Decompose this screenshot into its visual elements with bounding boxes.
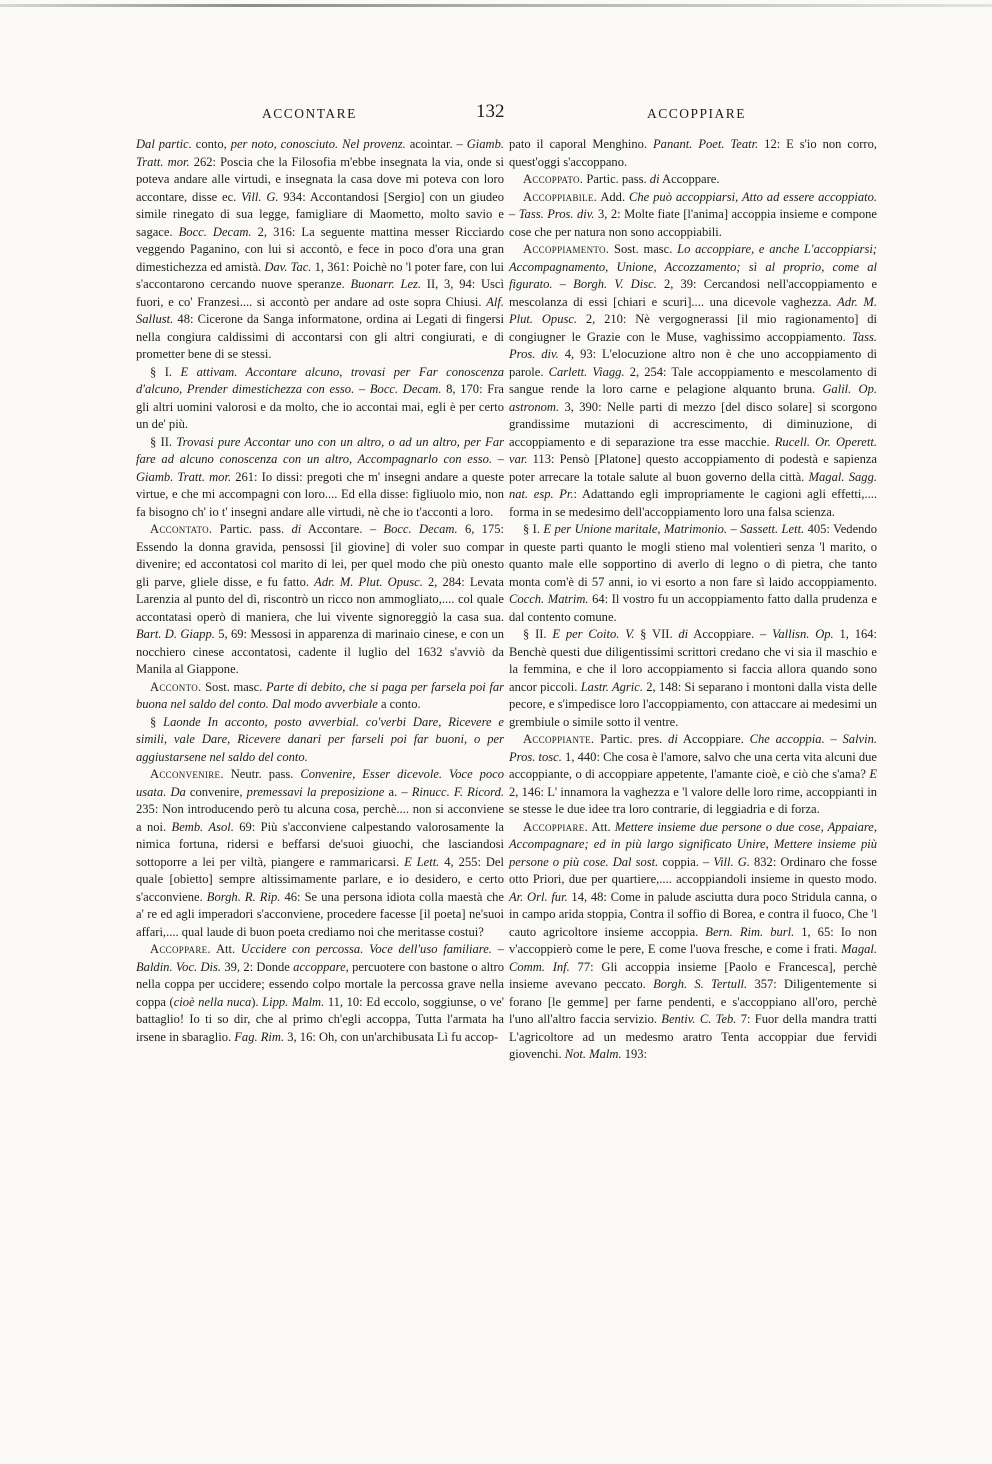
italic-text: Rinucc. F. Ricord. — [411, 784, 504, 799]
text-run: acointar. – — [405, 137, 467, 151]
text-run: Att. — [210, 942, 241, 956]
text-run: Att. — [588, 819, 615, 834]
text-run: 8, 170: Fra gli altri uomini valorosi e da molto, che io accontai mai, egli è per certo un de' più. — [136, 382, 504, 431]
italic-text: Uccidere con percossa. Voce dell'uso familiare. — [240, 942, 492, 956]
italic-text: Adr. M. Plut. Opusc. — [314, 574, 423, 589]
text-run: 2, 210: Nè vergognerassi [il mio ragionamento] di congiugner le Grazie con le Muse, vaghissimo accoppiamento. — [509, 312, 877, 344]
text-run: 1, 65: Io non v'accoppierò come le pere, E come l'uova fresche, e come i frati. — [509, 924, 877, 956]
italic-text: Rucell. Or. Operett. var. — [509, 434, 877, 466]
italic-text: Che accoppia. — [749, 732, 825, 746]
entry-paragraph — [136, 679, 504, 714]
italic-text: Bemb. Asol. — [171, 819, 234, 834]
italic-text: di — [678, 627, 689, 641]
entry-headword: Accontato. — [150, 522, 213, 536]
italic-text: Borgh. S. Tertull. — [653, 977, 748, 991]
text-run: § I. — [150, 364, 181, 379]
text-run: 357: Diligentemente si forano [le gemme] per farne pendenti, e s'accoppiano all'oro, perchè l'uno all'altro faccia servizio. — [509, 977, 877, 1026]
italic-text: Vill. G. — [713, 854, 750, 869]
text-run: 262: Poscia che la Filosofia m'ebbe insegnata la via, onde si poteva andare alle virtudi, e insegnata la casa dove mi poteva con loro accontare, disse ec. — [136, 154, 505, 204]
text-run: 4, 255: Del quale [obietto] sempre altissimamente parlare, e io desidero, e certo s'acconviene. — [136, 854, 504, 904]
italic-text: E Lett. — [404, 854, 440, 869]
italic-text: Vallisn. Op. — [772, 627, 834, 641]
entry-headword: Accoppare. — [150, 942, 211, 956]
text-run: 3, 16: Oh, con un'archibusata Lì fu accop- — [284, 1029, 499, 1044]
running-head — [120, 101, 900, 126]
italic-text: di — [291, 522, 302, 536]
entry-paragraph — [509, 189, 877, 242]
text-run: ). — [251, 994, 263, 1009]
italic-text: Giamb. Tratt. mor. — [136, 137, 504, 169]
entry-headword: Accoppato. — [523, 172, 584, 186]
text-run: 934: Accontandosi [Sergio] con un giudeo simile rinegato di sua legge, famigliare di Maometto, molto savio e sagace. — [136, 189, 504, 239]
text-run: 2, 284: Levata Larenzia al punto del dì, riscontrò un ricco non ammogliato,.... col quale accontatasi operò di maniera, che lui vivente signoreggiò la casa sua. — [136, 574, 504, 624]
text-run: 14, 48: Come in palude asciutta dura poco Stridula canna, o in campo arida stoppia, Contra il soffio di Borea, e contra il fuoco, Che 'l cauto agricoltore insieme accoppia. — [509, 889, 877, 939]
text-run: 3, 2: Molte fiate [l'anima] accoppia insieme e compone cose che per natura non sono accoppiabili. — [509, 207, 877, 239]
italic-text: Ar. Orl. fur. — [509, 889, 568, 904]
italic-text: Che può accoppiarsi, Atto ad essere accoppiato. — [629, 189, 877, 204]
italic-text: Mettere insieme due persone o due cose, Appaiare, Accompagnare; ed in più largo significato Unire, Mettere insieme più persone o più cose. Dal sost. — [509, 819, 877, 869]
italic-text: Magal. Sagg. nat. esp. Pr. — [509, 469, 877, 501]
text-run: Neutr. pass. — [223, 767, 301, 781]
text-run: Partic. pres. — [594, 732, 669, 746]
text-run: – — [491, 942, 504, 956]
text-run: 46: Se una persona idiota colla maestà che a' re ed agli imperadori s'acconviene, procedere facesse [il poeta] ne'suoi affari,.... qual laude di buon poeta crediamo noi che meritasse costui? — [136, 889, 504, 939]
text-run: § — [150, 714, 164, 729]
text-run: : Adattando egli impropriamente le cagioni agli effetti,.... forma in se medesimo dell'accoppiamento loro una falsa scienza. — [509, 487, 877, 519]
text-run: § II. — [523, 627, 553, 641]
text-run: – — [727, 522, 741, 536]
entry-paragraph — [136, 434, 504, 522]
text-run: § VII. — [634, 627, 679, 641]
text-run: II, 3, 94: Uscì fuori, e co' Franzesi.... si accontò per andare ad oste sopra Chiusi. — [136, 277, 504, 309]
entry-paragraph — [509, 731, 877, 819]
text-run: Add. — [597, 189, 630, 204]
text-run: 12: E s'io non corro, quest'oggi s'accoppano. — [509, 137, 877, 169]
text-run: 64: Il vostro fu un accoppiamento fatto dalla prudenza e dal contento comune. — [509, 592, 878, 624]
right-column — [509, 136, 877, 1064]
italic-text: Borgh. R. Rip. — [206, 889, 281, 904]
italic-text: Tass. Pros. div. — [509, 329, 877, 361]
entry-paragraph — [136, 364, 504, 434]
italic-text: di — [649, 172, 660, 186]
text-run: 2, 254: Tale accoppiamento e mescolamento di sangue rende la loro carne e pelagione alquanto bruna. — [509, 364, 877, 396]
italic-text: Magal. Comm. Inf. — [509, 942, 877, 974]
text-run: – — [509, 207, 519, 221]
italic-text: E — [869, 767, 877, 781]
text-run: 77: Gli accoppia insieme [Paolo e Francesca], perchè insieme avevano peccato. — [509, 959, 877, 991]
text-run: 405: Vedendo in queste parti quanto le mogli stieno mal volentieri senza 'l marito, o quanto male elle sopportino di averlo di legno o di pietra, che tanto monta com'è di 57 anni, io vi esorto a non fare sì laido accoppiamento. — [509, 522, 877, 589]
text-run: 7: Fuor della mandra tratti L'agricoltore ad un medesmo aratro Tenta accoppiar due fervidi giovenchi. — [509, 1012, 878, 1061]
italic-text: Galil. Op. astronom. — [509, 382, 877, 414]
italic-text: cioè nella nuca — [173, 994, 252, 1009]
italic-text: Convenire, Esser dicevole. Voce poco usata. Da — [136, 767, 504, 799]
italic-text: Sassett. Lett. — [740, 522, 805, 536]
text-run: 113: Pensò [Platone] questo accoppiamento di podestà e sapienza poter arrecare la totale salute al buon governo della città. — [509, 452, 877, 484]
italic-text: Trovasi pure Accontar uno con un altro, o ad un altro, per Far fare ad alcuno conoscenza con un altro, Accompagnarlo con esso. — [136, 434, 504, 466]
italic-text: Not. Malm. — [564, 1047, 622, 1061]
text-run: Partic. pass. — [583, 172, 650, 186]
text-run: § I. — [523, 522, 544, 536]
text-run: a. – — [384, 784, 412, 799]
entry-paragraph — [509, 819, 877, 1064]
italic-text: Bocc. Decam. — [383, 522, 458, 536]
left-column — [136, 136, 504, 1046]
text-run: Partic. pass. — [212, 522, 292, 536]
italic-text: Carlett. Viagg. — [548, 364, 625, 379]
italic-text: Bocc. Decam. — [178, 224, 252, 239]
text-run: Sost. masc. — [201, 679, 267, 694]
scan-top-edge — [0, 4, 992, 7]
text-run: 193: — [621, 1047, 648, 1061]
italic-text: Panant. Poet. Teatr. — [653, 137, 759, 151]
italic-text: Fag. Rim. — [234, 1029, 285, 1044]
italic-text: di — [668, 732, 678, 746]
italic-text: Cocch. Matrim. — [509, 592, 589, 606]
italic-text: Bocc. Decam. — [369, 382, 442, 396]
entry-paragraph — [509, 241, 877, 521]
italic-text: Bart. D. Giapp. — [136, 627, 215, 641]
italic-text: Alf. Sallust. — [136, 294, 504, 326]
text-run: 2, 316: La seguente mattina messer Ricciardo veggendo Paganino, con lui si accontò, e fece in poco d'ora una gran dimestichezza ed amistà. — [136, 224, 504, 274]
italic-text: per noto, conosciuto. Nel provenz. — [230, 137, 406, 151]
entry-paragraph — [136, 521, 504, 679]
text-run: 69: Più s'acconviene calpestando valorosamente la nimica fortuna, ridersi e beffarsi de'suoi giuochi, che lasciandosi sottoporre a lei per viltà, piangere e rammaricarsi. — [136, 819, 504, 869]
text-run: – — [354, 382, 370, 396]
italic-text: Lo accoppiare, e anche L'accoppiarsi; Accompagnamento, Unione, Accozzamento; sì al proprio, come al figurato. — [509, 242, 877, 291]
text-run: Accoppare. — [659, 172, 720, 186]
text-run: convenire, — [185, 784, 247, 799]
italic-text: Lastr. Agric. — [580, 679, 643, 694]
italic-text: Dav. Tac. — [264, 259, 312, 274]
italic-text: Borgh. V. Disc. — [573, 277, 657, 291]
text-run: 832: Ordinaro che fosse otto Priori, due per quartiere,.... accoppiandoli insieme in questo modo. — [509, 854, 877, 886]
entry-paragraph — [136, 714, 504, 767]
italic-text: Buonarr. Lez. — [350, 277, 422, 291]
italic-text: Parte di debito, che si paga per farsela poi far buona nel saldo del conto. Dal modo avverbiale — [136, 679, 504, 711]
entry-paragraph — [136, 136, 504, 364]
text-run: 48: Cicerone da Sanga informatone, ordina ai Legati di fingersi nella congiura caldissimi di accontarsi con gli altri congiurati, e di prometter bene di se stessi. — [136, 312, 504, 361]
text-run: 1, 440: Che cosa è l'amore, salvo che una certa vita alcuni due accoppiante, o di accoppiare appetente, l'amante cioè, e ciò che s'ama? — [509, 749, 877, 781]
italic-text: Baldin. Voc. Dis. — [136, 959, 222, 974]
italic-text: Adr. M. Plut. Opusc. — [509, 294, 878, 326]
text-run: Sost. masc. — [609, 242, 678, 256]
italic-text: E per Unione maritale, Matrimonio. — [543, 522, 728, 536]
text-run: Accontare. – — [301, 522, 384, 536]
text-run: 2, 146: L' innamora la vaghezza e 'l valore delle loro rime, accoppianti in se stesse le due idee tra loro contrarie, di leggiadria e di forza. — [509, 784, 877, 816]
text-run: coppia. – — [658, 854, 714, 869]
text-run: Accoppiare. – — [688, 627, 773, 641]
italic-text: E attivam. Accontare alcuno, trovasi per Far conoscenza d'alcuno, Prender dimestichezza con esso. — [136, 364, 504, 396]
entry-paragraph — [136, 766, 504, 941]
italic-text: Tass. Pros. div. — [518, 207, 595, 221]
italic-text: Giamb. Tratt. mor. — [136, 469, 232, 484]
italic-text: Salvin. Pros. tosc. — [509, 732, 878, 764]
text-run: 3, 390: Nelle parti di mezzo [del disco solare] si scorgono grandissime mutazioni di accrescimento, di diminuzione, di accoppiamento e di separazione tra esse macchie. — [509, 399, 877, 449]
text-run: 5, 69: Messosi in apparenza di marinaio cinese, e con un nocchiero cinese accontatosi, cadente il luglio del 1632 s'avviò da Manila al Giappone. — [136, 627, 504, 676]
entry-headword: Accoppiante. — [523, 732, 595, 746]
italic-text: Laonde In acconto, posto avverbial. co'verbi Dare, Ricevere e simili, vale Dare, Ricevere danari per farseli poi far buoni, o per aggiustarsene nel saldo del conto. — [136, 714, 504, 764]
entry-headword: Acconto. — [150, 679, 202, 694]
italic-text: Bern. Rim. burl. — [705, 924, 795, 939]
text-run: 1, 164: Benchè questi due diligentissimi scrittori credano che vi sia il maschio e la femmina, e che il loro accoppiamento si faccia allora quando sono ancor piccoli. — [509, 627, 878, 694]
text-run: 261: Io dissi: pregoti che m' insegni andare a queste virtue, e che mi accompagni con loro.... Ed ella disse: figliuolo mio, non fa bisogno ch' io t' insegni andare alle virtudi, nè che io t'acconti a loro. — [136, 469, 505, 519]
entry-headword: Accoppiare. — [523, 819, 589, 834]
text-run: 6, 175: Essendo la donna gravida, pensossi [il giovine] di voler suo compar divenire; ed accontatosi col marito di lei, per quel modo che più onesto gli parve, gliele disse, e fu fatto. — [136, 522, 504, 589]
header-left-word: ACCONTARE — [262, 106, 357, 121]
italic-text: Dal partic. — [136, 137, 192, 151]
italic-text: Vill. G. — [241, 189, 279, 204]
entry-paragraph — [509, 171, 877, 189]
text-run: 1, 361: Poichè no 'l poter fare, con lui s'accontarono cercando nuove speranze. — [136, 259, 504, 291]
entry-paragraph — [136, 941, 504, 1046]
text-run: 11, 10: Ed eccolo, soggiunse, o ve' battaglio! Io ti so dir, che al primo ch'egli accoppa, Tutta l'armata ha irsene in sbaraglio. — [136, 994, 504, 1044]
entry-paragraph — [509, 626, 877, 731]
entry-headword: Accoppiabile. — [523, 189, 598, 204]
text-run: 39, 2: Donde — [221, 959, 294, 974]
text-run: – — [492, 452, 504, 466]
text-run: 2, 148: Si separano i montoni dalla vista delle pecore, e s'impedisce loro l'accoppiamento, con attaccare ai medesimi un grembiule o simile sotto il ventre. — [509, 679, 877, 729]
text-run: Accoppiare. — [677, 732, 750, 746]
italic-text: premessavi la preposizione — [246, 784, 385, 799]
entry-paragraph — [509, 521, 877, 626]
page-number: 132 — [476, 101, 505, 122]
italic-text: Lipp. Malm. — [262, 994, 325, 1009]
italic-text: accoppare — [293, 959, 346, 974]
text-run: 4, 93: L'elocuzione altro non è che uno accoppiamento di parole. — [509, 347, 877, 379]
italic-text: Bentiv. C. Teb. — [661, 1012, 737, 1026]
text-run: § II. — [150, 434, 177, 449]
text-run: – — [552, 277, 574, 291]
header-right-word: ACCOPPIARE — [647, 106, 747, 121]
entry-paragraph — [509, 136, 877, 171]
text-run: 235: Non introducendo però tu alcuna cosa, perchè.... non si acconviene a noi. — [136, 802, 504, 834]
text-run: , percuotere con bastone o altro nella coppa per uccidere; essendo colpo mortale la percossa grave nella coppa ( — [136, 959, 504, 1009]
text-run: a conto. — [377, 697, 421, 711]
text-run: pato il caporal Menghino. — [509, 137, 654, 151]
text-run: 2, 39: Cercandosi nell'accoppiamento e mescolanza di essi [chiari e scuri].... una dicevole vaghezza. — [509, 277, 878, 309]
text-run: conto, — [191, 137, 231, 151]
italic-text: E per Coito. V. — [552, 627, 635, 641]
entry-headword: Acconvenire. — [150, 767, 224, 781]
text-run: – — [824, 732, 843, 746]
entry-headword: Accoppiamento. — [523, 242, 610, 256]
